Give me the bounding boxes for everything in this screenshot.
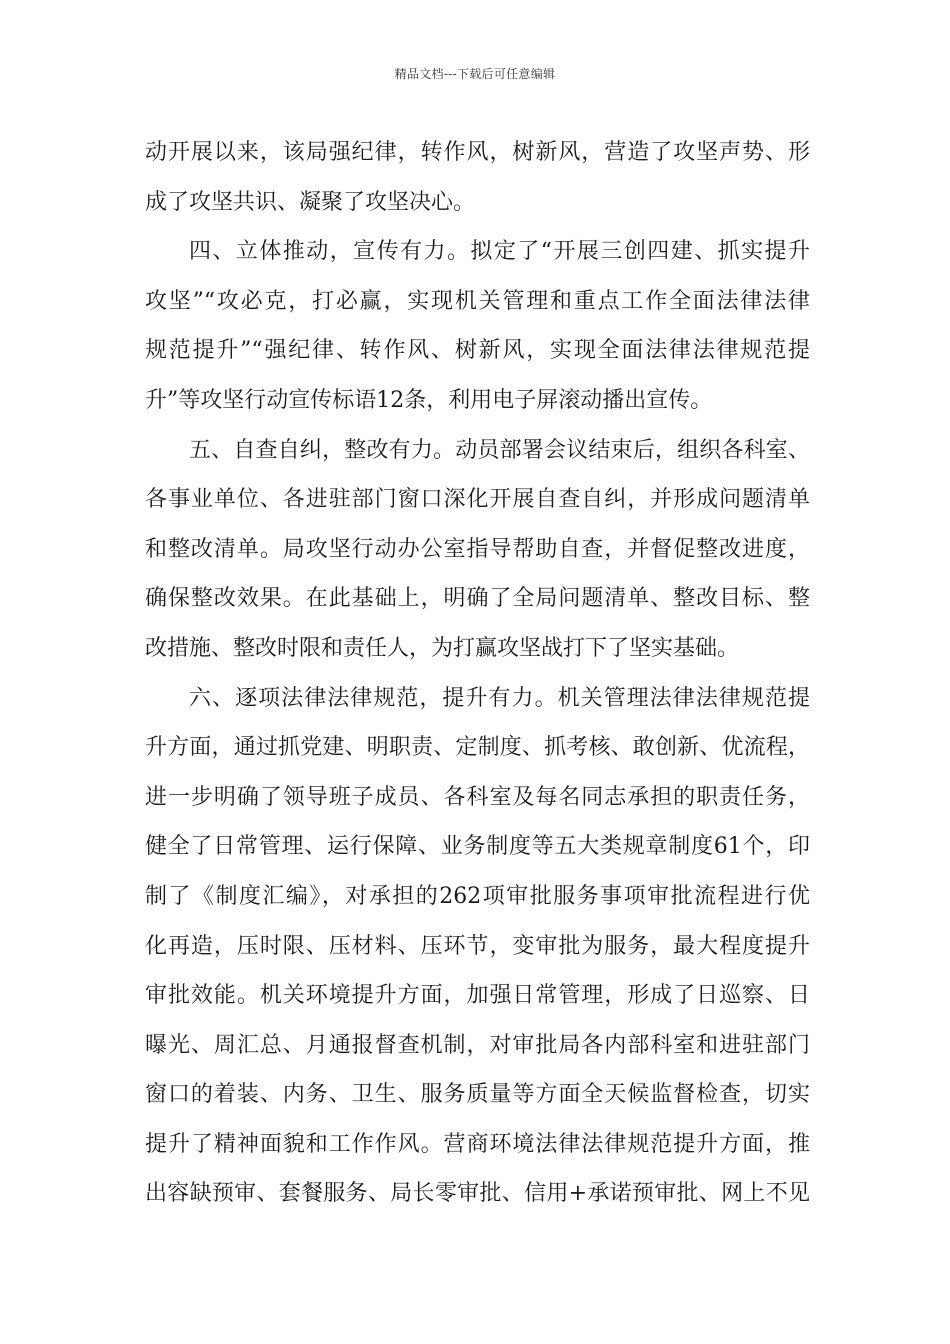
paragraph-line: 升”等攻坚行动宣传标语12条，利用电子屏滚动播出宣传。 [145,387,713,413]
paragraph-line: 成了攻坚共识、凝聚了攻坚决心。 [145,189,476,215]
paragraph-line: 动开展以来，该局强纪律，转作风，树新风，营造了攻坚声势、形 [145,140,810,165]
paragraph-line: 窗口的着装、内务、卫生、服务质量等方面全天候监督检查，切实 [145,1082,810,1108]
paragraph-line: 五、自查自纠，整改有力。动员部署会议结束后，组织各科室、 [189,437,810,463]
paragraph-line: 提升了精神面貌和工作作风。营商环境法律法律规范提升方面，推 [145,1131,810,1157]
paragraph-line: 升方面，通过抓党建、明职责、定制度、抓考核、敢创新、优流程， [145,735,810,761]
paragraph-line: 确保整改效果。在此基础上，明确了全局问题清单、整改目标、整 [145,586,810,612]
document-body [145,128,810,1219]
paragraph-line: 审批效能。机关环境提升方面，加强日常管理，形成了日巡察、日 [145,983,810,1009]
paragraph-line: 改措施、整改时限和责任人，为打赢攻坚战打下了坚实基础。 [145,635,740,661]
paragraph-line: 制了《制度汇编》，对承担的262项审批服务事项审批流程进行优 [145,883,810,909]
paragraph-line: 攻坚”“攻必克，打必赢，实现机关管理和重点工作全面法律法律 [145,288,810,314]
paragraph-line: 健全了日常管理、运行保障、业务制度等五大类规章制度61个，印 [145,834,810,860]
paragraph-line: 四、立体推动，宣传有力。拟定了“开展三创四建、抓实提升 [189,239,810,265]
paragraph-line: 和整改清单。局攻坚行动办公室指导帮助自查，并督促整改进度， [145,536,810,562]
paragraph-line: 出容缺预审、套餐服务、局长零审批、信用+承诺预审批、网上不见 [145,1181,810,1207]
paragraph-line: 进一步明确了领导班子成员、各科室及每名同志承担的职责任务， [145,784,810,810]
page-header: 精品文档---下载后可任意编辑 [394,67,556,81]
paragraph-line: 化再造，压时限、压材料、压环节，变审批为服务，最大程度提升 [145,933,810,959]
paragraph-line: 各事业单位、各进驻部门窗口深化开展自查自纠，并形成问题清单 [145,487,810,513]
paragraph-line: 规范提升”“强纪律、转作风、树新风，实现全面法律法律规范提 [145,338,810,364]
paragraph-line: 曝光、周汇总、月通报督查机制，对审批局各内部科室和进驻部门 [145,1032,810,1058]
paragraph-line: 六、逐项法律法律规范，提升有力。机关管理法律法律规范提 [189,685,810,711]
